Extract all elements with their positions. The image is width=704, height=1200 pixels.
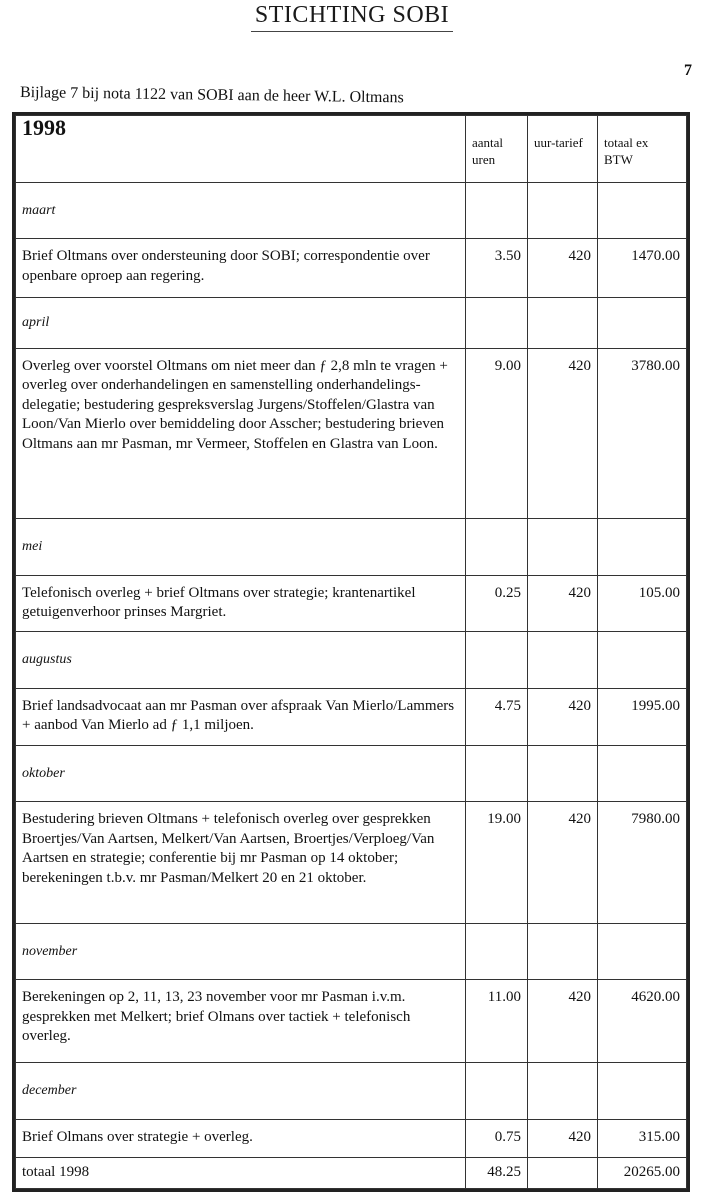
month-label: december <box>16 1063 466 1120</box>
month-row-mei <box>16 518 687 575</box>
entry-hours: 19.00 <box>466 802 528 923</box>
total-label: totaal 1998 <box>16 1158 466 1189</box>
entry-row-april <box>16 348 687 518</box>
column-header-hours: aantal uren <box>466 116 528 183</box>
entry-total: 315.00 <box>598 1120 687 1158</box>
annex-subtitle: Bijlage 7 bij nota 1122 van SOBI aan de heer W.L. Oltmans <box>19 84 404 107</box>
total-amount: 20265.00 <box>598 1158 687 1189</box>
month-label: mei <box>16 518 466 575</box>
entry-row-november <box>16 980 687 1063</box>
entry-total: 4620.00 <box>598 980 687 1063</box>
entry-description: Brief Olmans over strategie + overleg. <box>16 1120 466 1158</box>
entry-description: Brief Oltmans over ondersteuning door SOBI; correspondentie over openbare oproep aan regering. <box>16 239 466 298</box>
total-row <box>16 1158 687 1189</box>
month-row-april <box>16 298 687 349</box>
entry-total: 1995.00 <box>598 688 687 745</box>
entry-hours: 0.25 <box>466 575 528 632</box>
invoice-table-frame <box>12 112 690 1192</box>
month-row-oktober <box>16 745 687 802</box>
entry-hours: 4.75 <box>466 688 528 745</box>
year-heading: 1998 <box>16 116 466 183</box>
entry-description: Berekeningen op 2, 11, 13, 23 november voor mr Pasman i.v.m. gesprekken met Melkert; brief Olmans over tactiek + telefonisch overleg. <box>16 980 466 1063</box>
column-header-rate: uur-tarief <box>528 116 598 183</box>
entry-rate: 420 <box>528 239 598 298</box>
month-label: augustus <box>16 632 466 689</box>
entry-description: Brief landsadvocaat aan mr Pasman over afspraak Van Mierlo/Lammers + aanbod Van Mierlo ad ƒ 1,1 miljoen. <box>16 688 466 745</box>
entry-hours: 9.00 <box>466 348 528 518</box>
entry-total: 105.00 <box>598 575 687 632</box>
entry-rate: 420 <box>528 348 598 518</box>
invoice-table <box>15 115 687 1189</box>
entry-hours: 11.00 <box>466 980 528 1063</box>
month-row-december <box>16 1063 687 1120</box>
entry-row-mei <box>16 575 687 632</box>
month-row-augustus <box>16 632 687 689</box>
entry-description: Bestudering brieven Oltmans + telefonisch overleg over gesprekken Broertjes/Van Aartsen, Melkert/Van Aartsen, Broertjes/Verploeg/Van Aartsen en strategie; conferentie bij mr Pasman op 14 oktober; berekeningen t.b.v. mr Pasman/Melkert 20 en 21 oktober. <box>16 802 466 923</box>
page-number: 7 <box>684 62 692 79</box>
month-row-november <box>16 923 687 980</box>
entry-rate: 420 <box>528 1120 598 1158</box>
month-label: april <box>16 298 466 349</box>
month-label: november <box>16 923 466 980</box>
entry-total: 3780.00 <box>598 348 687 518</box>
total-hours: 48.25 <box>466 1158 528 1189</box>
entry-rate: 420 <box>528 575 598 632</box>
entry-hours: 0.75 <box>466 1120 528 1158</box>
entry-row-maart <box>16 239 687 298</box>
entry-row-augustus <box>16 688 687 745</box>
entry-description: Overleg over voorstel Oltmans om niet meer dan ƒ 2,8 mln te vragen + overleg over onderhandelingen en samenstelling onderhandelings-delegatie; bestudering gespreksverslag Jurgens/Stoffelen/Glastra van Loon/Van Mierlo over bemiddeling door Asscher; bestudering brieven Oltmans aan mr Pasman, mr Vermeer, Stoffelen en Glastra van Loon. <box>16 348 466 518</box>
column-header-total: totaal ex BTW <box>598 116 687 183</box>
entry-row-december <box>16 1120 687 1158</box>
month-row-maart <box>16 182 687 239</box>
entry-rate: 420 <box>528 980 598 1063</box>
entry-row-oktober <box>16 802 687 923</box>
month-label: maart <box>16 182 466 239</box>
document-title-text: STICHTING SOBI <box>251 2 453 32</box>
entry-total: 1470.00 <box>598 239 687 298</box>
month-label: oktober <box>16 745 466 802</box>
entry-rate: 420 <box>528 688 598 745</box>
entry-description: Telefonisch overleg + brief Oltmans over strategie; krantenartikel getuigenverhoor prinses Margriet. <box>16 575 466 632</box>
entry-rate: 420 <box>528 802 598 923</box>
header-row <box>16 116 687 183</box>
entry-hours: 3.50 <box>466 239 528 298</box>
entry-total: 7980.00 <box>598 802 687 923</box>
document-title <box>0 2 704 32</box>
